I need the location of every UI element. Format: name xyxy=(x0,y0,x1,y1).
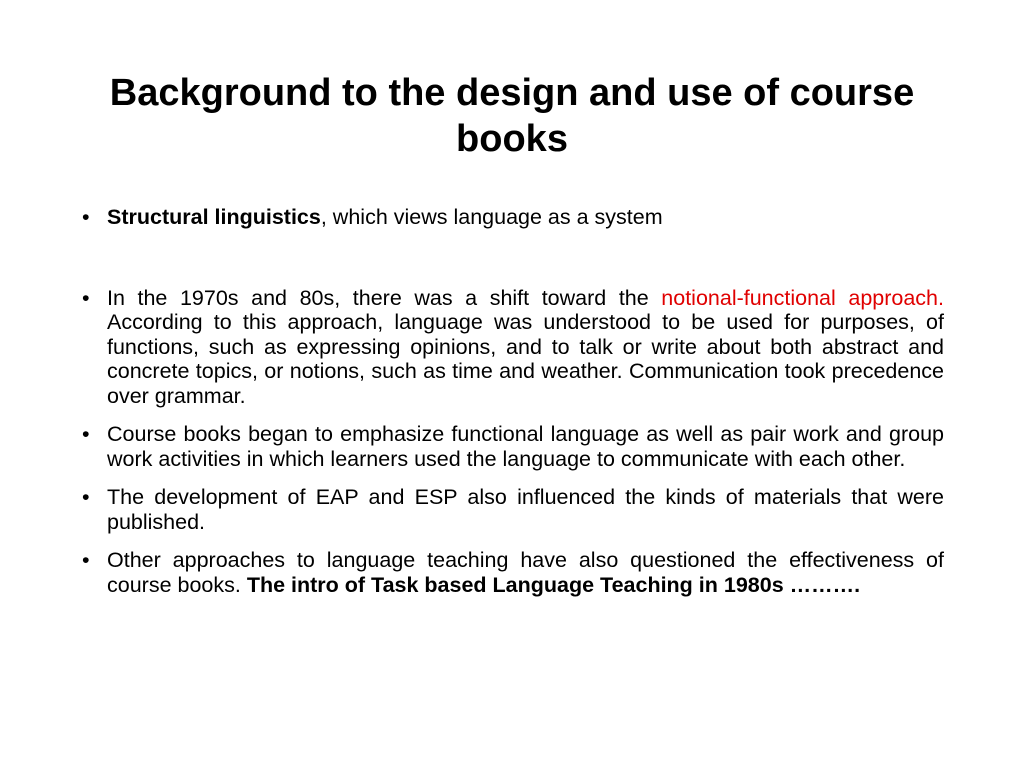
bullet-bold-lead: Structural linguistics xyxy=(107,205,321,229)
bullet-eap-esp xyxy=(82,485,944,534)
bullet-text: Other approaches to language teaching have also questioned the effectiveness of course books. xyxy=(107,548,944,597)
bullet-structural-linguistics xyxy=(82,205,944,230)
bullet-text-after: According to this approach, language was understood to be used for purposes, of functions, such as expressing opinions, and to talk or write about both abstract and concrete topics, or notions, such as time and weather. Communication took precedence over grammar. xyxy=(107,310,944,408)
bullet-marker: • xyxy=(82,205,90,229)
bullet-text: Course books began to emphasize functional language as well as pair work and group work activities in which learners used the language to communicate with each other. xyxy=(107,422,944,471)
bullet-marker: • xyxy=(82,285,90,310)
bullet-marker: • xyxy=(82,485,90,509)
slide-title: Background to the design and use of course books xyxy=(109,72,915,160)
bullet-functional-language xyxy=(82,422,944,471)
bullet-text-before: In the 1970s and 80s, there was a shift toward the xyxy=(107,285,662,310)
bullet-highlight: notional-functional approach. xyxy=(661,285,944,310)
bullet-marker: • xyxy=(82,422,90,446)
bullet-notional-functional xyxy=(82,286,944,409)
bullet-text: The development of EAP and ESP also influenced the kinds of materials that were published. xyxy=(107,485,944,534)
bullet-marker: • xyxy=(82,548,90,572)
bullet-list xyxy=(82,205,944,597)
bullet-other-approaches xyxy=(82,548,944,597)
bullet-bold-tail: The intro of Task based Language Teaching in 1980s ………. xyxy=(246,572,861,597)
bullet-text: , which views language as a system xyxy=(320,205,663,229)
